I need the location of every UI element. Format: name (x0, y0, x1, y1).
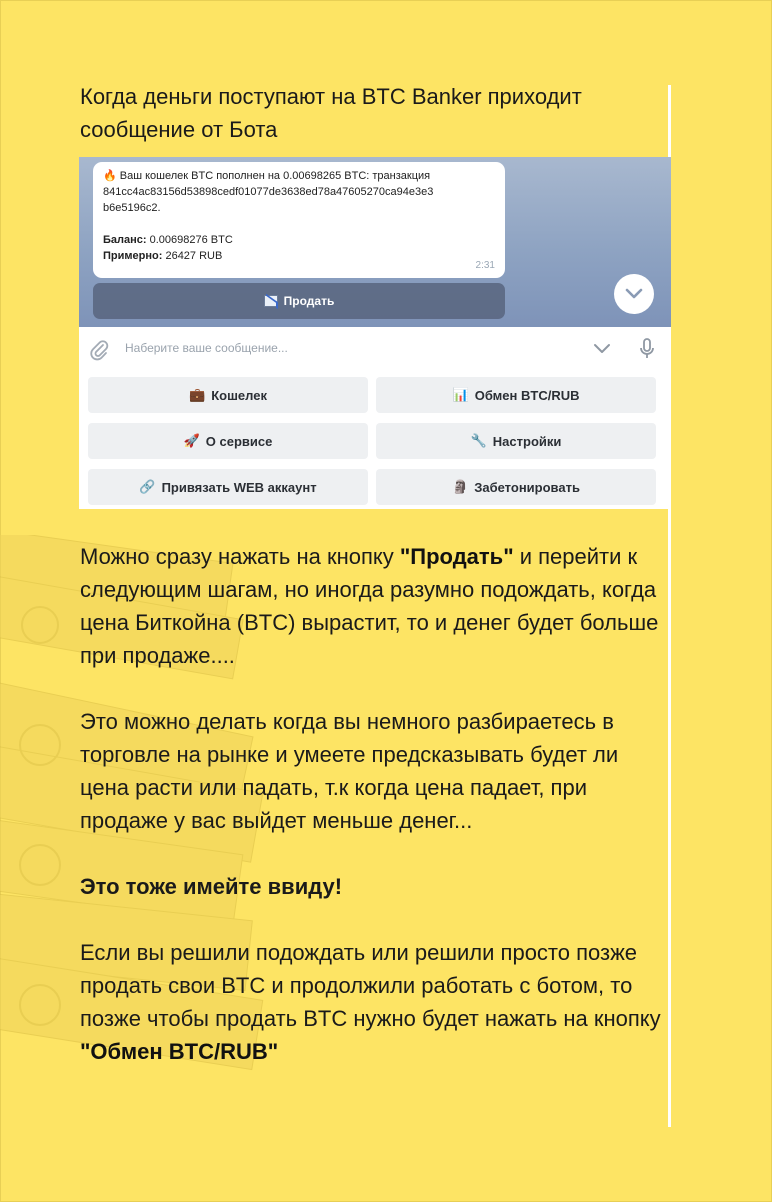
bar-chart-icon: 📊 (452, 387, 469, 402)
keyboard-button-settings[interactable]: 🔧 Настройки (376, 423, 656, 459)
keyboard-button-exchange[interactable]: 📊 Обмен BTC/RUB (376, 377, 656, 413)
briefcase-icon: 💼 (189, 387, 206, 402)
approx-line: Примерно: 26427 RUB (103, 250, 223, 262)
chevron-down-icon (625, 288, 643, 300)
fire-icon: 🔥 (103, 170, 117, 182)
paragraph-sell-now: Можно сразу нажать на кнопку "Продать" и перейти к следующим шагам, но иногда разумно подождать, когда цена Биткойна (BTC) вырастит, то и денег будет больше при продаже.... (80, 544, 659, 668)
microphone-icon[interactable] (639, 338, 655, 360)
message-input[interactable]: Наберите ваше сообщение... (125, 341, 288, 355)
paragraph-trading: Это можно делать когда вы немного разбираетесь в торговле на рынке и умеете предсказывать будет ли цена расти или падать, т.к когда цена падает, при продаже у вас выйдет меньше денег... (80, 709, 619, 833)
rocket-icon: 🚀 (183, 433, 200, 448)
telegram-screenshot (79, 157, 671, 509)
keyboard-button-concrete[interactable]: 🗿 Забетонировать (376, 469, 656, 505)
message-line-2: 841cc4ac83156d53898cedf01077de3638ed78a47605270ca94e3e3 (103, 186, 434, 198)
balance-line: Баланс: 0.00698276 BTC (103, 234, 233, 246)
wrench-icon: 🔧 (470, 433, 487, 448)
intro-text: Когда деньги поступают на BTC Banker приходит сообщение от Бота (80, 84, 582, 142)
paragraph-later: Если вы решили подождать или решили просто позже продать свои BTC и продолжили работать с ботом, то позже чтобы продать BTC нужно будет нажать на кнопку "Обмен BTC/RUB" (80, 940, 661, 1064)
link-icon: 🔗 (139, 479, 156, 494)
message-input-bar (79, 327, 671, 371)
keyboard-button-wallet[interactable]: 💼 Кошелек (88, 377, 368, 413)
message-line-3: b6e5196c2. (103, 202, 161, 214)
keyboard-button-about[interactable]: 🚀 О сервисе (88, 423, 368, 459)
paperclip-icon[interactable] (89, 339, 109, 361)
keyboard-button-link-web[interactable]: 🔗 Привязать WEB аккаунт (88, 469, 368, 505)
message-line-1: 🔥 Ваш кошелек BTC пополнен на 0.00698265 BTC: транзакция (103, 170, 431, 182)
bot-message (93, 162, 505, 278)
chat-area (79, 157, 671, 327)
chart-down-icon (264, 295, 278, 307)
paragraph-note: Это тоже имейте ввиду! (80, 874, 343, 899)
sell-button-label: Продать (283, 294, 335, 308)
sell-inline-button[interactable] (93, 283, 505, 319)
message-time: 2:31 (475, 260, 495, 271)
moai-icon: 🗿 (452, 479, 469, 494)
scroll-down-button[interactable] (614, 274, 654, 314)
keyboard-toggle-icon[interactable] (593, 343, 611, 355)
